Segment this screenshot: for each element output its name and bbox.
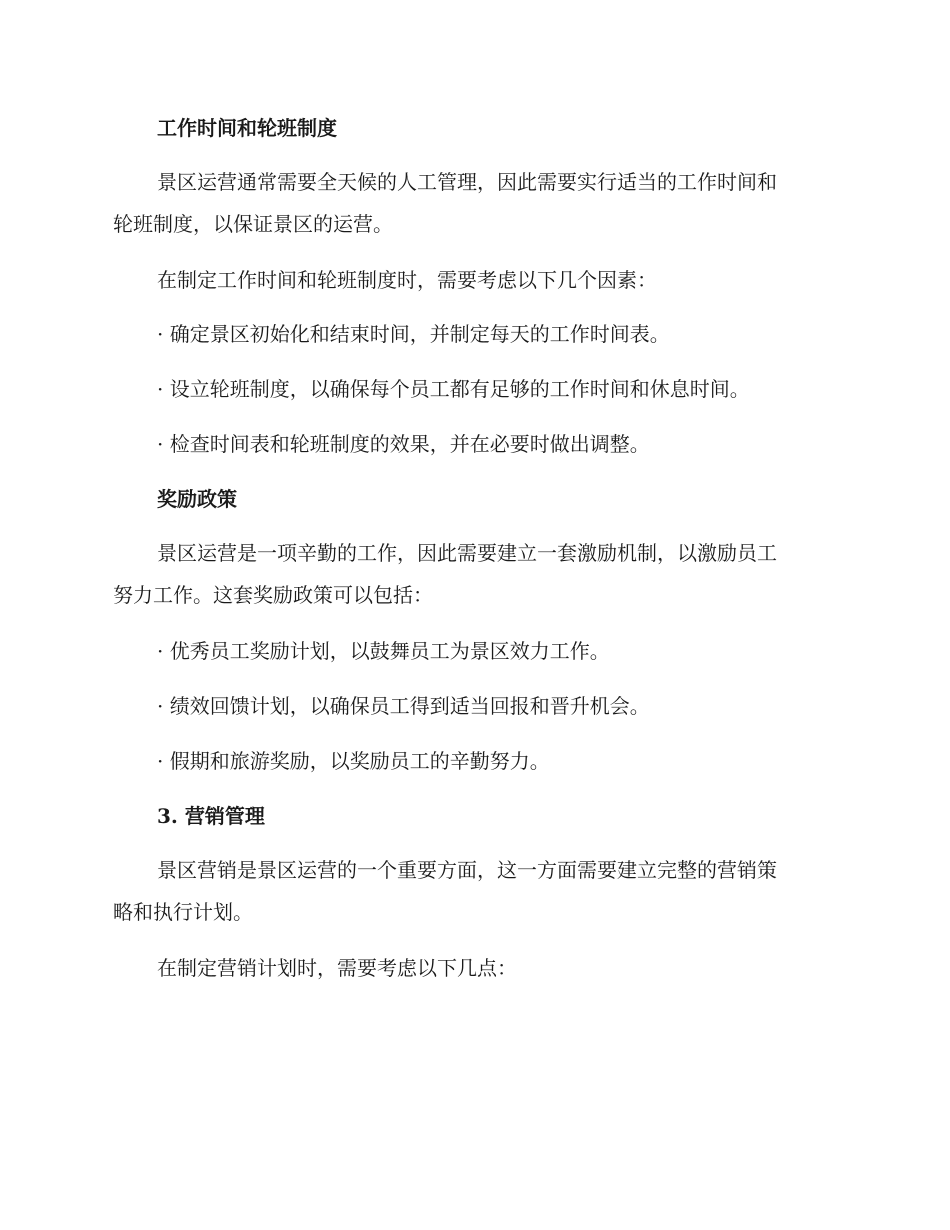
rewards-paragraph-line-1: 景区运营是一项辛勤的工作，因此需要建立一套激励机制，以激励员工 <box>157 541 777 565</box>
work-hours-bullet-2: · 设立轮班制度，以确保每个员工都有足够的工作时间和休息时间。 <box>157 377 750 401</box>
rewards-paragraph-line-2: 努力工作。这套奖励政策可以包括： <box>113 583 433 607</box>
work-hours-bullet-1: · 确定景区初始化和结束时间，并制定每天的工作时间表。 <box>157 322 670 346</box>
section-heading-work-hours: 工作时间和轮班制度 <box>157 116 337 140</box>
rewards-bullet-1: · 优秀员工奖励计划，以鼓舞员工为景区效力工作。 <box>157 639 610 663</box>
work-hours-intro-paragraph: 在制定工作时间和轮班制度时，需要考虑以下几个因素： <box>157 268 657 292</box>
rewards-bullet-3: · 假期和旅游奖励，以奖励员工的辛勤努力。 <box>157 749 550 773</box>
section-heading-marketing: 3. 营销管理 <box>157 804 265 828</box>
work-hours-paragraph-line-1: 景区运营通常需要全天候的人工管理，因此需要实行适当的工作时间和 <box>157 170 777 194</box>
marketing-intro-paragraph: 在制定营销计划时，需要考虑以下几点： <box>157 956 517 980</box>
rewards-bullet-2: · 绩效回馈计划，以确保员工得到适当回报和晋升机会。 <box>157 694 650 718</box>
work-hours-paragraph-line-2: 轮班制度，以保证景区的运营。 <box>113 212 393 236</box>
marketing-paragraph-line-1: 景区营销是景区运营的一个重要方面，这一方面需要建立完整的营销策 <box>157 858 777 882</box>
section-heading-rewards: 奖励政策 <box>157 487 237 511</box>
work-hours-bullet-3: · 检查时间表和轮班制度的效果，并在必要时做出调整。 <box>157 432 650 456</box>
marketing-paragraph-line-2: 略和执行计划。 <box>113 900 253 924</box>
